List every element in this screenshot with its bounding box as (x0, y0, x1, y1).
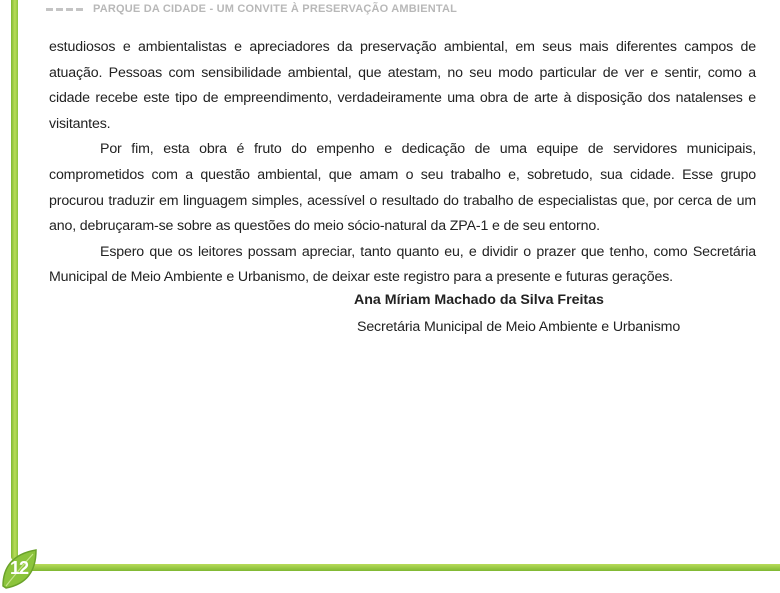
body-text (49, 35, 756, 291)
paragraph-3: Espero que os leitores possam apreciar, tanto quanto eu, e dividir o prazer que tenho, como Secretária Municipal de Meio Ambiente e Urbanismo, de deixar este registro para a presente e futuras gerações. (49, 243, 756, 286)
page-number: 12 (9, 558, 29, 578)
signature-name: Ana Míriam Machado da Silva Freitas (354, 292, 604, 308)
paragraph-1: estudiosos e ambientalistas e apreciadores da preservação ambiental, em seus mais diferentes campos de atuação. Pessoas com sensibilidade ambiental, que atestam, no seu modo particular de ver e sentir, como a cidade recebe este tipo de empreendimento, verdadeiramente uma obra de arte à disposição dos natalenses e visitantes. (49, 39, 756, 132)
bottom-green-border (20, 564, 780, 571)
running-header (46, 2, 457, 16)
header-title: PARQUE DA CIDADE - UM CONVITE À PRESERVAÇÃO AMBIENTAL (93, 3, 458, 15)
left-green-border (11, 0, 18, 560)
paragraph-2: Por fim, esta obra é fruto do empenho e dedicação de uma equipe de servidores municipais, comprometidos com a questão ambiental, que amam o seu trabalho e, sobretudo, sua cidade. Esse grupo procurou traduzir em linguagem simples, acessível o resultado do trabalho de especialistas que, por cerca de um ano, debruçaram-se sobre as questões do meio sócio-natural da ZPA-1 e de seu entorno. (49, 141, 756, 235)
header-dash-ornament (46, 8, 83, 11)
signature-role: Secretária Municipal de Meio Ambiente e Urbanismo (357, 319, 681, 335)
